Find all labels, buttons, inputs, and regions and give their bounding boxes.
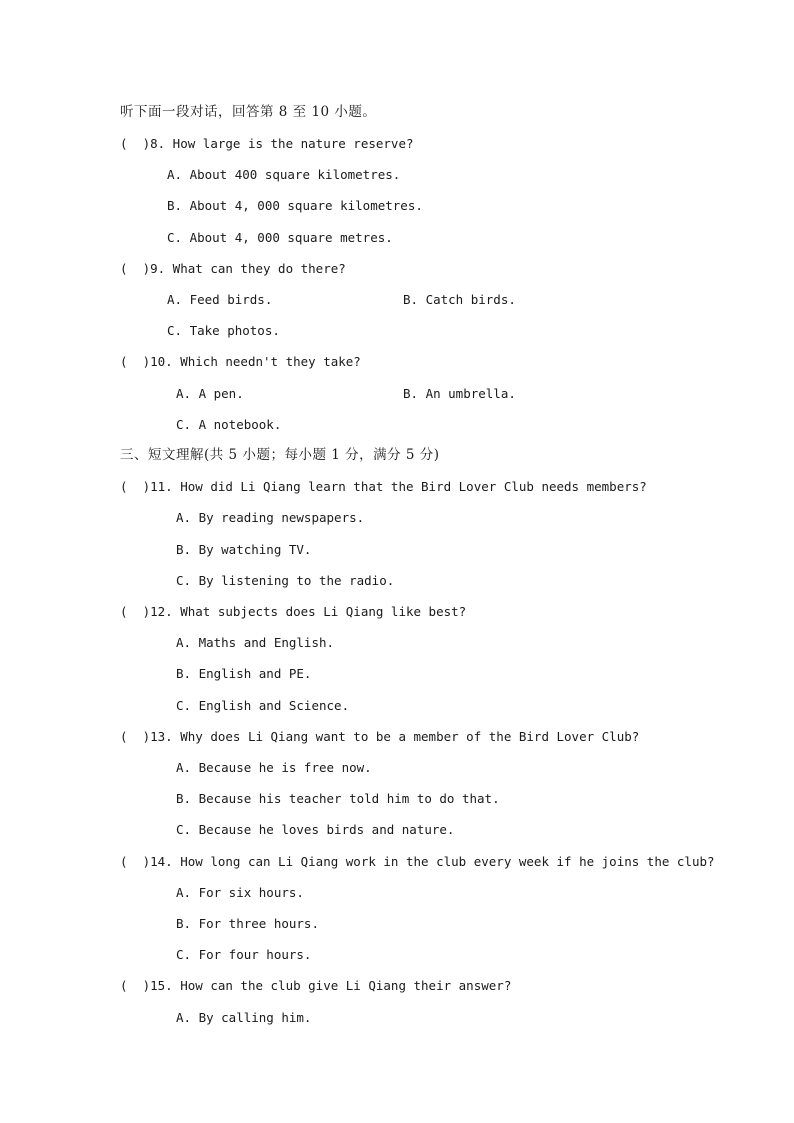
question-text: 10. Which needn't they take?: [150, 354, 361, 369]
option-a: A. For six hours.: [176, 885, 304, 900]
option-a: A. About 400 square kilometres.: [167, 167, 401, 182]
option-b: B. Because his teacher told him to do that.: [176, 791, 500, 806]
question-text: 12. What subjects does Li Qiang like best?: [150, 604, 467, 619]
question-15: [120, 978, 511, 994]
question-14: [120, 854, 715, 870]
question-text: 11. How did Li Qiang learn that the Bird Lover Club needs members?: [150, 479, 647, 494]
option-c: C. Take photos.: [167, 323, 280, 338]
question-text: 13. Why does Li Qiang want to be a member of the Bird Lover Club?: [150, 729, 640, 744]
option-b: B. About 4, 000 square kilometres.: [167, 198, 423, 213]
question-11: [120, 479, 647, 495]
answer-blank[interactable]: ( ): [120, 479, 151, 494]
option-c: C. English and Science.: [176, 698, 350, 713]
question-text: 15. How can the club give Li Qiang their answer?: [150, 978, 512, 993]
question-12: [120, 604, 466, 620]
reading-section-heading: 三、短文理解(共 5 小题；每小题 1 分，满分 5 分): [120, 447, 440, 463]
question-10: [120, 354, 361, 370]
question-text: 9. What can they do there?: [150, 261, 346, 276]
option-b: B. An umbrella.: [403, 386, 516, 401]
option-b: B. By watching TV.: [176, 542, 312, 557]
answer-blank[interactable]: ( ): [120, 978, 151, 993]
answer-blank[interactable]: ( ): [120, 604, 151, 619]
option-c: C. Because he loves birds and nature.: [176, 822, 455, 837]
answer-blank[interactable]: ( ): [120, 354, 151, 369]
option-b: B. English and PE.: [176, 666, 312, 681]
answer-blank[interactable]: ( ): [120, 261, 151, 276]
option-a: A. A pen.: [176, 386, 244, 401]
question-13: [120, 729, 639, 745]
option-a: A. Maths and English.: [176, 635, 335, 650]
listening-section-heading: 听下面一段对话，回答第 8 至 10 小题。: [120, 104, 377, 120]
option-a: A. Feed birds.: [167, 292, 273, 307]
option-a: A. By calling him.: [176, 1010, 312, 1025]
option-b: B. Catch birds.: [403, 292, 516, 307]
question-text: 8. How large is the nature reserve?: [150, 136, 414, 151]
question-9: [120, 261, 346, 277]
option-c: C. A notebook.: [176, 417, 282, 432]
question-text: 14. How long can Li Qiang work in the club every week if he joins the club?: [150, 854, 715, 869]
option-a: A. By reading newspapers.: [176, 510, 365, 525]
answer-blank[interactable]: ( ): [120, 854, 151, 869]
option-c: C. About 4, 000 square metres.: [167, 230, 393, 245]
question-8: [120, 136, 414, 152]
answer-blank[interactable]: ( ): [120, 136, 151, 151]
answer-blank[interactable]: ( ): [120, 729, 151, 744]
option-c: C. For four hours.: [176, 947, 312, 962]
option-b: B. For three hours.: [176, 916, 319, 931]
option-a: A. Because he is free now.: [176, 760, 372, 775]
option-c: C. By listening to the radio.: [176, 573, 395, 588]
